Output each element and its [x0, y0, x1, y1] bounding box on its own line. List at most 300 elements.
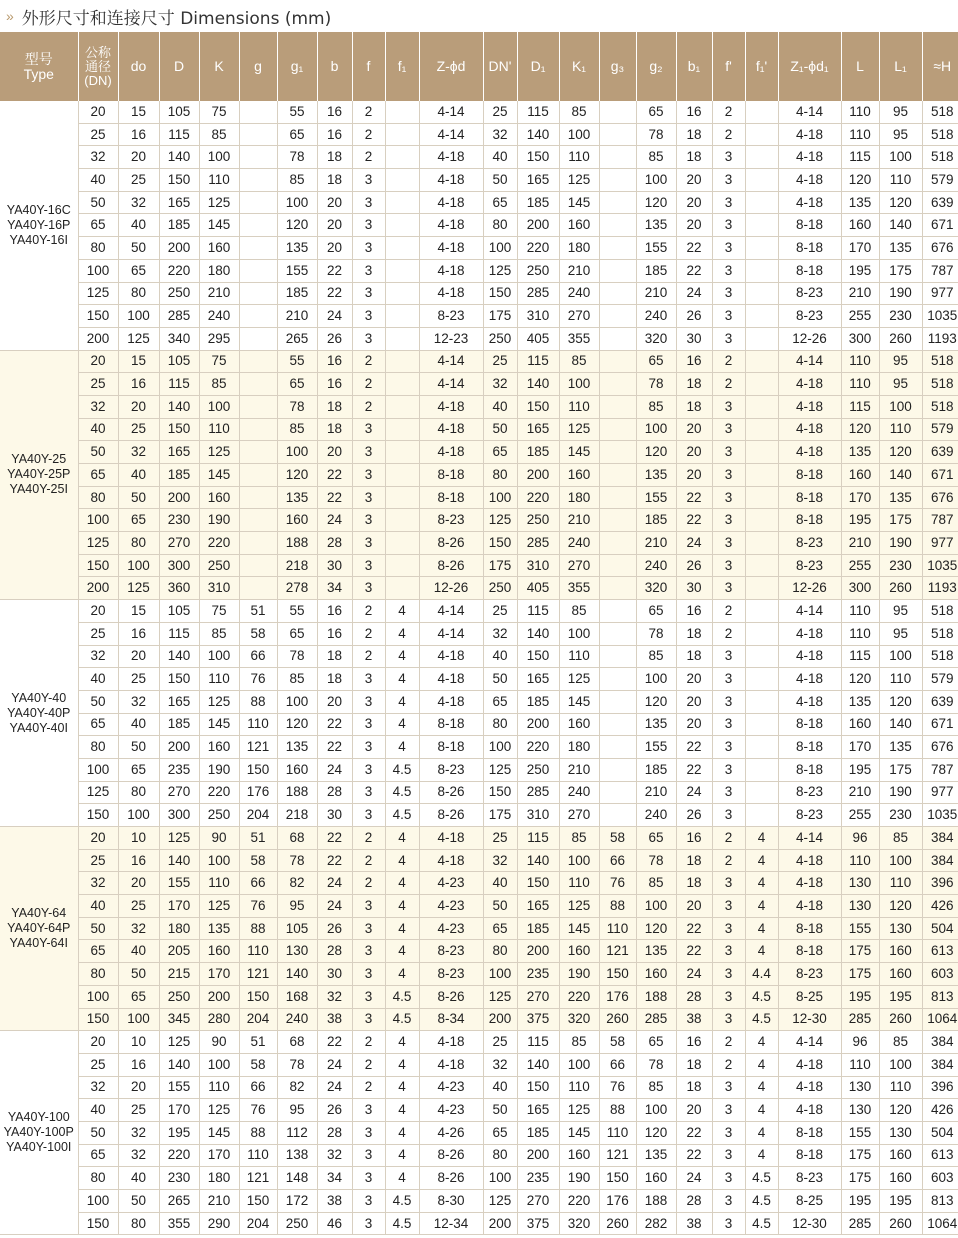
- table-cell: 176: [239, 781, 277, 804]
- table-cell: 4: [745, 1144, 778, 1167]
- table-cell: 8-23: [778, 305, 841, 328]
- table-cell: 25: [78, 622, 118, 645]
- table-row: [0, 622, 958, 645]
- table-row: [0, 917, 958, 940]
- table-row: [0, 509, 958, 532]
- table-cell: 3: [712, 1167, 745, 1190]
- table-cell: 28: [317, 940, 352, 963]
- table-cell: 8-18: [778, 1144, 841, 1167]
- table-cell: 22: [676, 259, 712, 282]
- table-cell: [385, 441, 419, 464]
- table-cell: 2: [352, 600, 385, 623]
- table-cell: 180: [559, 237, 599, 260]
- table-cell: 25: [118, 1099, 159, 1122]
- table-cell: 639: [922, 441, 958, 464]
- table-cell: 300: [841, 327, 879, 350]
- table-cell: 16: [118, 373, 159, 396]
- table-cell: 175: [841, 1167, 879, 1190]
- table-cell: 135: [277, 237, 317, 260]
- table-cell: 110: [239, 1144, 277, 1167]
- table-cell: [599, 509, 636, 532]
- table-cell: 220: [159, 259, 199, 282]
- table-cell: 240: [636, 804, 676, 827]
- table-cell: [599, 577, 636, 600]
- table-cell: 2: [712, 600, 745, 623]
- table-cell: 20: [676, 441, 712, 464]
- table-cell: 3: [352, 1144, 385, 1167]
- table-cell: 34: [317, 577, 352, 600]
- table-row: [0, 327, 958, 350]
- table-cell: [239, 101, 277, 123]
- table-cell: [745, 123, 778, 146]
- table-cell: 12-34: [419, 1212, 483, 1235]
- table-cell: 160: [841, 464, 879, 487]
- table-cell: 16: [317, 123, 352, 146]
- table-cell: 8-23: [778, 282, 841, 305]
- table-cell: 160: [559, 1144, 599, 1167]
- table-cell: 100: [118, 1008, 159, 1031]
- table-cell: 76: [599, 1076, 636, 1099]
- table-cell: 88: [239, 1121, 277, 1144]
- table-cell: 579: [922, 169, 958, 192]
- table-cell: 150: [159, 169, 199, 192]
- table-cell: 4: [745, 1076, 778, 1099]
- table-cell: 135: [636, 214, 676, 237]
- dimensions-table: [0, 32, 958, 1235]
- table-cell: 210: [559, 259, 599, 282]
- table-cell: 3: [712, 758, 745, 781]
- table-cell: 3: [712, 146, 745, 169]
- table-cell: 50: [483, 169, 517, 192]
- table-cell: 285: [636, 1008, 676, 1031]
- table-cell: 170: [199, 963, 239, 986]
- table-cell: 30: [676, 577, 712, 600]
- table-cell: 285: [159, 305, 199, 328]
- table-row: [0, 486, 958, 509]
- table-cell: 100: [483, 736, 517, 759]
- table-cell: 270: [517, 985, 559, 1008]
- table-cell: 4-14: [778, 350, 841, 373]
- table-cell: 160: [636, 1167, 676, 1190]
- table-cell: 4-18: [419, 1053, 483, 1076]
- table-cell: 4.5: [745, 985, 778, 1008]
- table-cell: 265: [277, 327, 317, 350]
- table-cell: 115: [841, 395, 879, 418]
- table-cell: 230: [879, 554, 922, 577]
- table-cell: 18: [317, 668, 352, 691]
- table-cell: 20: [676, 1099, 712, 1122]
- table-cell: 25: [78, 373, 118, 396]
- table-cell: 95: [879, 622, 922, 645]
- table-cell: 8-34: [419, 1008, 483, 1031]
- table-cell: 170: [841, 237, 879, 260]
- table-cell: 120: [277, 214, 317, 237]
- table-cell: 165: [159, 441, 199, 464]
- table-cell: [745, 532, 778, 555]
- table-cell: 100: [118, 554, 159, 577]
- table-cell: 4: [745, 917, 778, 940]
- table-cell: 180: [159, 917, 199, 940]
- table-cell: [745, 668, 778, 691]
- table-cell: 95: [879, 600, 922, 623]
- table-cell: 1035: [922, 554, 958, 577]
- table-cell: 32: [118, 1121, 159, 1144]
- table-cell: 230: [879, 804, 922, 827]
- table-cell: [239, 123, 277, 146]
- table-cell: 3: [712, 1212, 745, 1235]
- table-cell: 4.5: [745, 1190, 778, 1213]
- table-cell: 210: [636, 282, 676, 305]
- table-cell: 3: [352, 418, 385, 441]
- table-cell: 32: [483, 622, 517, 645]
- table-cell: 185: [517, 191, 559, 214]
- table-cell: 175: [879, 509, 922, 532]
- table-cell: 130: [841, 895, 879, 918]
- column-header-text: Type: [23, 65, 54, 82]
- table-cell: 50: [118, 237, 159, 260]
- table-cell: 22: [676, 1121, 712, 1144]
- table-cell: 110: [199, 418, 239, 441]
- table-cell: 32: [78, 1076, 118, 1099]
- table-cell: 4: [385, 895, 419, 918]
- table-cell: 4-18: [419, 849, 483, 872]
- table-cell: 82: [277, 1076, 317, 1099]
- table-cell: [745, 464, 778, 487]
- table-cell: 3: [712, 395, 745, 418]
- table-cell: 4: [385, 736, 419, 759]
- table-cell: [599, 441, 636, 464]
- table-cell: 4.5: [745, 1212, 778, 1235]
- table-cell: 180: [199, 259, 239, 282]
- table-body: [0, 101, 958, 1235]
- table-cell: 125: [159, 827, 199, 850]
- table-cell: 20: [676, 895, 712, 918]
- table-row: [0, 895, 958, 918]
- table-cell: 40: [118, 214, 159, 237]
- table-cell: 185: [636, 509, 676, 532]
- table-cell: 3: [352, 917, 385, 940]
- table-cell: 250: [517, 259, 559, 282]
- table-cell: 2: [712, 123, 745, 146]
- table-cell: 4-14: [419, 101, 483, 123]
- table-cell: 120: [879, 441, 922, 464]
- table-cell: 155: [636, 237, 676, 260]
- table-cell: 4-18: [778, 395, 841, 418]
- table-cell: 38: [676, 1212, 712, 1235]
- table-cell: 160: [636, 963, 676, 986]
- table-cell: 165: [517, 418, 559, 441]
- table-cell: 110: [199, 872, 239, 895]
- table-cell: 24: [676, 282, 712, 305]
- table-cell: 110: [841, 350, 879, 373]
- table-cell: 204: [239, 1212, 277, 1235]
- table-cell: [599, 214, 636, 237]
- table-cell: [599, 191, 636, 214]
- table-cell: 165: [159, 191, 199, 214]
- table-cell: 85: [636, 872, 676, 895]
- table-cell: 240: [636, 305, 676, 328]
- table-cell: 190: [879, 781, 922, 804]
- table-cell: 518: [922, 600, 958, 623]
- table-cell: [599, 169, 636, 192]
- table-cell: 300: [159, 554, 199, 577]
- table-cell: 3: [352, 282, 385, 305]
- table-cell: 140: [517, 373, 559, 396]
- table-cell: 518: [922, 350, 958, 373]
- table-cell: [599, 464, 636, 487]
- table-cell: 4.5: [385, 758, 419, 781]
- table-row: [0, 532, 958, 555]
- table-cell: 150: [78, 804, 118, 827]
- column-header: [239, 32, 277, 101]
- table-cell: 12-26: [778, 327, 841, 350]
- table-cell: 20: [317, 237, 352, 260]
- table-cell: 220: [559, 1190, 599, 1213]
- table-cell: 120: [841, 169, 879, 192]
- column-header: [636, 32, 676, 101]
- table-cell: 135: [636, 1144, 676, 1167]
- table-cell: 16: [676, 350, 712, 373]
- table-cell: 4-18: [419, 237, 483, 260]
- table-cell: 8-23: [419, 940, 483, 963]
- table-cell: [745, 600, 778, 623]
- table-cell: 38: [317, 1008, 352, 1031]
- type-label: YA40Y-40I: [9, 720, 68, 735]
- table-cell: 4-18: [778, 418, 841, 441]
- table-cell: [239, 418, 277, 441]
- table-cell: 24: [317, 895, 352, 918]
- table-cell: 66: [239, 1076, 277, 1099]
- table-cell: 3: [712, 418, 745, 441]
- table-cell: 3: [352, 327, 385, 350]
- table-cell: 2: [712, 827, 745, 850]
- table-cell: 40: [483, 872, 517, 895]
- table-cell: 210: [277, 305, 317, 328]
- table-cell: [239, 305, 277, 328]
- table-cell: 85: [636, 1076, 676, 1099]
- table-cell: 3: [712, 282, 745, 305]
- table-cell: 310: [199, 577, 239, 600]
- table-cell: 3: [352, 1121, 385, 1144]
- column-header: [922, 32, 958, 101]
- table-cell: 195: [841, 509, 879, 532]
- table-cell: 18: [317, 395, 352, 418]
- column-header-text: 型号: [24, 50, 53, 67]
- table-cell: 20: [317, 214, 352, 237]
- table-cell: 195: [841, 259, 879, 282]
- table-row: [0, 1212, 958, 1235]
- table-cell: 25: [118, 668, 159, 691]
- column-header: [419, 32, 483, 101]
- table-cell: 12-30: [778, 1008, 841, 1031]
- table-cell: 34: [317, 1167, 352, 1190]
- table-cell: 125: [199, 441, 239, 464]
- table-cell: 24: [676, 963, 712, 986]
- table-cell: 95: [879, 101, 922, 123]
- type-cell: [0, 101, 78, 350]
- table-cell: 278: [277, 577, 317, 600]
- table-cell: [599, 554, 636, 577]
- table-cell: 230: [159, 509, 199, 532]
- table-cell: [745, 214, 778, 237]
- table-cell: 140: [879, 214, 922, 237]
- table-cell: [599, 690, 636, 713]
- table-cell: 115: [159, 373, 199, 396]
- table-cell: 135: [879, 736, 922, 759]
- table-cell: 110: [599, 1121, 636, 1144]
- table-cell: 4-18: [778, 1099, 841, 1122]
- table-cell: 639: [922, 191, 958, 214]
- column-header: [78, 32, 118, 101]
- table-cell: [239, 486, 277, 509]
- table-cell: 50: [78, 441, 118, 464]
- table-cell: 4-23: [419, 1099, 483, 1122]
- table-cell: 51: [239, 827, 277, 850]
- table-cell: 813: [922, 985, 958, 1008]
- table-cell: 2: [352, 101, 385, 123]
- table-cell: 150: [159, 418, 199, 441]
- table-cell: 355: [159, 1212, 199, 1235]
- table-cell: 65: [78, 464, 118, 487]
- table-cell: 160: [199, 237, 239, 260]
- table-cell: 25: [78, 123, 118, 146]
- table-cell: 8-23: [419, 963, 483, 986]
- table-cell: 4: [385, 1053, 419, 1076]
- table-cell: [599, 327, 636, 350]
- table-cell: 3: [352, 509, 385, 532]
- table-cell: 340: [159, 327, 199, 350]
- table-cell: 100: [78, 985, 118, 1008]
- table-cell: 4-18: [778, 1053, 841, 1076]
- table-cell: 2: [712, 101, 745, 123]
- table-cell: 518: [922, 645, 958, 668]
- table-cell: 58: [239, 849, 277, 872]
- table-cell: 165: [159, 690, 199, 713]
- table-cell: 4: [385, 827, 419, 850]
- table-cell: 95: [277, 895, 317, 918]
- table-row: [0, 259, 958, 282]
- table-cell: 265: [159, 1190, 199, 1213]
- table-cell: 250: [517, 758, 559, 781]
- table-cell: 80: [118, 282, 159, 305]
- table-cell: 2: [352, 1053, 385, 1076]
- table-cell: 787: [922, 758, 958, 781]
- table-cell: 160: [277, 758, 317, 781]
- table-cell: 150: [517, 146, 559, 169]
- table-cell: 190: [199, 509, 239, 532]
- column-header-text: b: [330, 58, 339, 74]
- table-cell: 4: [745, 1099, 778, 1122]
- table-cell: 4: [385, 600, 419, 623]
- table-cell: 140: [879, 713, 922, 736]
- column-header-text: f': [725, 58, 732, 74]
- type-label: YA40Y-64I: [9, 936, 68, 951]
- table-cell: 78: [277, 395, 317, 418]
- table-cell: 85: [636, 146, 676, 169]
- table-cell: 75: [199, 101, 239, 123]
- table-cell: 110: [879, 668, 922, 691]
- table-cell: 50: [78, 917, 118, 940]
- table-cell: 310: [517, 305, 559, 328]
- table-cell: 518: [922, 373, 958, 396]
- table-cell: 32: [483, 373, 517, 396]
- table-cell: 80: [78, 1167, 118, 1190]
- column-header-text: DN': [488, 58, 512, 74]
- table-cell: [745, 781, 778, 804]
- table-cell: 270: [159, 781, 199, 804]
- type-label: YA40Y-16I: [9, 232, 68, 247]
- table-cell: 160: [199, 736, 239, 759]
- column-header-text: g₂: [649, 58, 663, 74]
- table-cell: 100: [879, 645, 922, 668]
- table-cell: 4: [385, 1144, 419, 1167]
- table-cell: 25: [483, 1031, 517, 1054]
- table-cell: 16: [317, 373, 352, 396]
- table-cell: [239, 577, 277, 600]
- table-cell: 175: [841, 1144, 879, 1167]
- table-cell: 25: [483, 101, 517, 123]
- table-cell: 190: [879, 282, 922, 305]
- table-cell: [385, 214, 419, 237]
- table-cell: 25: [78, 1053, 118, 1076]
- table-cell: 120: [636, 917, 676, 940]
- table-cell: 145: [559, 1121, 599, 1144]
- table-cell: 4: [745, 849, 778, 872]
- table-cell: 384: [922, 849, 958, 872]
- table-cell: 32: [118, 917, 159, 940]
- column-header: [778, 32, 841, 101]
- table-cell: 4: [385, 668, 419, 691]
- table-cell: [239, 327, 277, 350]
- table-cell: 250: [159, 282, 199, 305]
- table-cell: 405: [517, 327, 559, 350]
- table-cell: 12-26: [778, 577, 841, 600]
- table-cell: 12-23: [419, 327, 483, 350]
- table-cell: 95: [879, 373, 922, 396]
- table-cell: 28: [317, 781, 352, 804]
- table-cell: 3: [712, 554, 745, 577]
- table-cell: 4: [385, 622, 419, 645]
- table-cell: 3: [352, 963, 385, 986]
- table-cell: 100: [78, 509, 118, 532]
- table-cell: 235: [517, 1167, 559, 1190]
- table-cell: 100: [277, 191, 317, 214]
- table-cell: 100: [559, 849, 599, 872]
- table-cell: 100: [118, 804, 159, 827]
- table-cell: 55: [277, 101, 317, 123]
- table-cell: 4-14: [419, 123, 483, 146]
- table-cell: [745, 713, 778, 736]
- table-cell: 121: [239, 1167, 277, 1190]
- table-cell: 195: [879, 985, 922, 1008]
- table-cell: 65: [483, 690, 517, 713]
- table-cell: 260: [879, 1008, 922, 1031]
- table-cell: 4-18: [778, 191, 841, 214]
- table-cell: [599, 668, 636, 691]
- table-row: [0, 1144, 958, 1167]
- table-cell: 121: [239, 963, 277, 986]
- table-cell: 150: [239, 985, 277, 1008]
- table-cell: [745, 418, 778, 441]
- table-cell: 22: [317, 736, 352, 759]
- table-cell: 30: [317, 963, 352, 986]
- table-cell: 80: [78, 736, 118, 759]
- table-cell: 65: [118, 509, 159, 532]
- table-cell: 65: [118, 985, 159, 1008]
- type-label: YA40Y-40: [11, 690, 67, 705]
- table-cell: 185: [277, 282, 317, 305]
- table-cell: 125: [559, 1099, 599, 1122]
